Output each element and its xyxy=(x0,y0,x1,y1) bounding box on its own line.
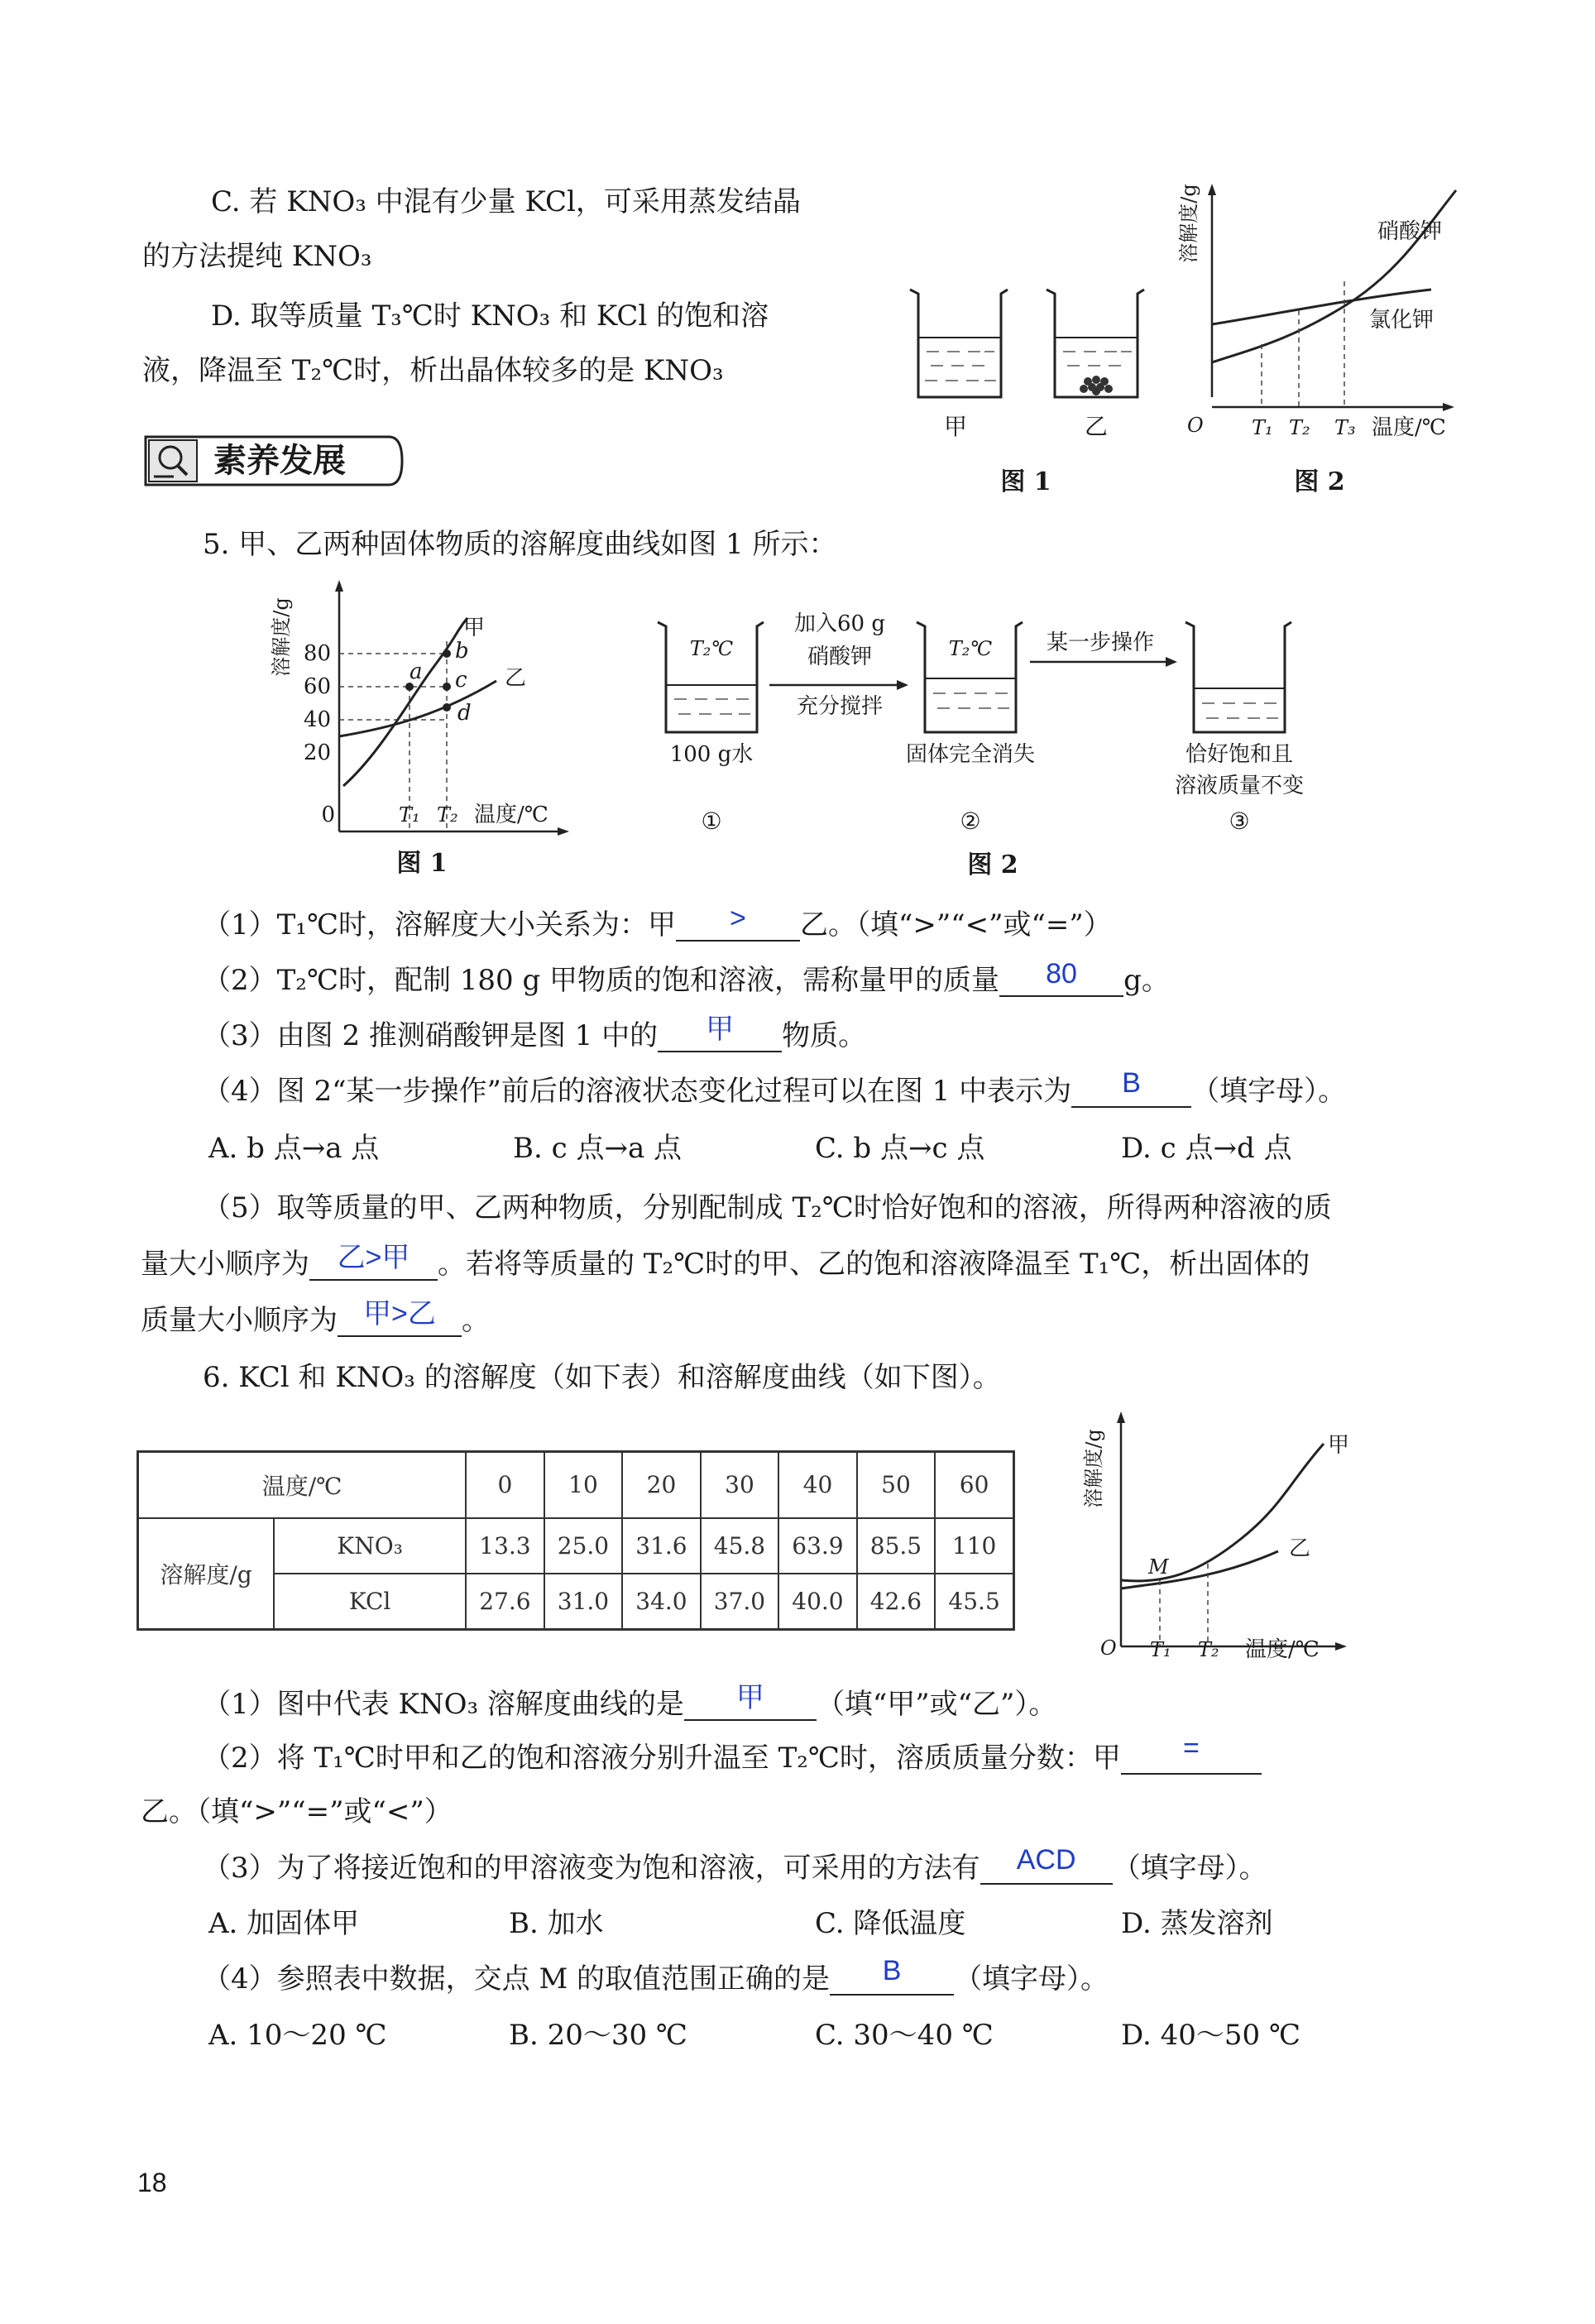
q5-fig1-xlabel: 温度/℃ xyxy=(474,803,548,827)
kno3-label: KNO₃ xyxy=(274,1518,466,1574)
temp-cell: 60 xyxy=(935,1452,1013,1518)
q6-p3-option-a: A. 加固体甲 xyxy=(208,1907,360,1940)
figure1-caption: 图 1 xyxy=(1000,467,1051,496)
q5-fig1-caption: 图 1 xyxy=(396,849,448,878)
kno3-cell: 13.3 xyxy=(466,1518,544,1574)
curve2-label: 氯化钾 xyxy=(1369,308,1435,333)
t2-label: T₂ xyxy=(437,803,458,827)
beaker-1 xyxy=(658,622,764,732)
q5-part2: （2）T₂℃时，配制 180 g 甲物质的饱和溶液，需称量甲的质量 80 g。 xyxy=(203,958,1170,997)
kcl-cell: 45.5 xyxy=(935,1574,1013,1630)
q6-stem: 6. KCl 和 KNO₃ 的溶解度（如下表）和溶解度曲线（如下图）。 xyxy=(203,1361,1001,1394)
q5-p5-blank1[interactable]: 乙>甲 xyxy=(309,1249,438,1281)
q5-p4-option-a: A. b 点→a 点 xyxy=(208,1132,380,1165)
kcl-cell: 40.0 xyxy=(778,1574,857,1630)
q5-p4-blank[interactable]: B xyxy=(1071,1076,1191,1108)
q5-part4: （4）图 2“某一步操作”前后的溶液状态变化过程可以在图 1 中表示为 B （填字母）。 xyxy=(203,1067,1347,1108)
row-group-label: 溶解度/g xyxy=(138,1518,275,1630)
pt-a-label: a xyxy=(410,659,423,684)
t1-label: T₁ xyxy=(1252,416,1273,439)
section-title: 素养发展 xyxy=(213,441,346,480)
beaker-3 xyxy=(1185,622,1291,732)
point-m-label: M xyxy=(1148,1555,1169,1579)
q6-p3-option-c: C. 降低温度 xyxy=(815,1907,966,1940)
q6-xlabel: 温度/℃ xyxy=(1245,1637,1320,1662)
temp-cell: 20 xyxy=(622,1452,701,1518)
curve-jia-label: 甲 xyxy=(1328,1433,1350,1458)
q6-p2-blank[interactable]: = xyxy=(1121,1743,1262,1775)
q6-solubility-chart xyxy=(1075,1406,1357,1671)
q5-p3-blank[interactable]: 甲 xyxy=(658,1021,782,1052)
q6-ylabel: 溶解度/g xyxy=(1082,1429,1105,1508)
q4-option-d-line2: 液，降温至 T₂℃时，析出晶体较多的是 KNO₃ xyxy=(142,354,724,387)
kcl-cell: 37.0 xyxy=(701,1574,779,1630)
temp-cell: 0 xyxy=(466,1452,544,1518)
q4-option-d-line1: D. 取等质量 T₃℃时 KNO₃ 和 KCl 的饱和溶 xyxy=(211,299,769,333)
q5-p4-option-d: D. c 点→d 点 xyxy=(1121,1132,1292,1165)
q5-figure2-process xyxy=(654,596,1357,889)
q5-p4-option-b: B. c 点→a 点 xyxy=(513,1132,683,1165)
q6-p4-option-a: A. 10～20 ℃ xyxy=(208,2019,387,2052)
fig2-ylabel: 溶解度/g xyxy=(1177,184,1200,263)
t2-label: T₂ xyxy=(1198,1638,1219,1661)
kno3-cell: 25.0 xyxy=(544,1518,623,1574)
ytick-20: 20 xyxy=(303,740,331,765)
q6-part4: （4）参照表中数据，交点 M 的取值范围正确的是 B （填字母）。 xyxy=(203,1955,1109,1996)
curve-yi xyxy=(1121,1551,1278,1588)
beaker3-label2: 溶液质量不变 xyxy=(1174,774,1305,798)
kno3-cell: 63.9 xyxy=(778,1518,857,1574)
q4-figure1-beakers xyxy=(902,273,1166,505)
kno3-cell: 85.5 xyxy=(857,1518,936,1574)
q6-p4-option-d: D. 40～50 ℃ xyxy=(1121,2019,1301,2052)
step-num-3: ③ xyxy=(1229,807,1250,835)
point-c xyxy=(443,683,451,691)
beaker3-label1: 恰好饱和且 xyxy=(1185,742,1294,767)
arrow1-bottom: 充分搅拌 xyxy=(796,694,884,719)
beaker-jia xyxy=(910,290,1008,397)
kcl-cell: 27.6 xyxy=(466,1574,544,1630)
t2-label: T₂ xyxy=(1289,416,1310,439)
curve-jia xyxy=(343,618,467,786)
point-d xyxy=(443,703,451,712)
origin-label: O xyxy=(1100,1636,1117,1660)
arrow2-top: 某一步操作 xyxy=(1046,630,1155,655)
kcl-label: KCl xyxy=(274,1574,466,1630)
q6-part2-line2: 乙。（填“>”“=”或“<”） xyxy=(141,1795,453,1828)
fig2-xlabel: 温度/℃ xyxy=(1372,415,1446,440)
label-jia: 甲 xyxy=(943,413,968,440)
curve1-label: 硝酸钾 xyxy=(1377,219,1443,244)
figure2-caption: 图 2 xyxy=(1294,467,1345,496)
arrow1-top1: 加入60 g xyxy=(794,611,885,636)
q5-part3: （3）由图 2 推测硝酸钾是图 1 中的 甲 物质。 xyxy=(203,1013,867,1052)
q4-option-c-line2: 的方法提纯 KNO₃ xyxy=(142,240,372,273)
q6-p1-blank[interactable]: 甲 xyxy=(684,1689,817,1721)
q6-p3-blank[interactable]: ACD xyxy=(980,1853,1113,1885)
crystals xyxy=(1080,376,1113,395)
ytick-60: 60 xyxy=(303,674,331,699)
origin-0: 0 xyxy=(321,803,335,827)
t1-label: T₁ xyxy=(399,803,420,827)
q6-part3: （3）为了将接近饱和的甲溶液变为饱和溶液，可采用的方法有 ACD （填字母）。 xyxy=(203,1844,1267,1885)
q5-p5-blank2[interactable]: 甲>乙 xyxy=(338,1306,462,1337)
pt-b-label: b xyxy=(455,639,469,664)
t1-label: T₁ xyxy=(1150,1638,1171,1661)
kno3-cell: 110 xyxy=(935,1518,1013,1574)
q5-part5-line1: （5）取等质量的甲、乙两种物质，分别配制成 T₂℃时恰好饱和的溶液，所得两种溶液的质 xyxy=(203,1191,1332,1224)
beaker1-temp: T₂℃ xyxy=(689,637,734,660)
curve-yi-label: 乙 xyxy=(1289,1536,1311,1561)
section-header xyxy=(141,430,405,491)
curve-kno3 xyxy=(1212,190,1456,362)
step-num-2: ② xyxy=(960,807,981,835)
ytick-40: 40 xyxy=(303,707,331,732)
q6-p4-option-b: B. 20～30 ℃ xyxy=(509,2019,687,2052)
q5-part5-line3: 质量大小顺序为 甲>乙 。 xyxy=(141,1298,490,1337)
q6-part1: （1）图中代表 KNO₃ 溶解度曲线的是 甲 （填“甲”或“乙”）。 xyxy=(203,1682,1057,1721)
table-row-header xyxy=(138,1452,1014,1518)
beaker-2 xyxy=(917,622,1023,732)
step-num-1: ① xyxy=(701,807,722,835)
solubility-table xyxy=(137,1450,1015,1631)
q6-p4-option-c: C. 30～40 ℃ xyxy=(815,2019,994,2052)
q4-option-c-line1: C. 若 KNO₃ 中混有少量 KCl，可采用蒸发结晶 xyxy=(211,185,801,218)
q5-fig2-caption: 图 2 xyxy=(967,851,1018,879)
origin-label: O xyxy=(1187,414,1204,437)
kno3-cell: 45.8 xyxy=(701,1518,779,1574)
kcl-cell: 34.0 xyxy=(622,1574,701,1630)
arrow1-top2: 硝酸钾 xyxy=(807,644,873,669)
beaker1-label: 100 g水 xyxy=(669,742,754,767)
kcl-cell: 31.0 xyxy=(544,1574,623,1630)
q5-part1: （1）T₁℃时，溶解度大小关系为：甲 > 乙。（填“>”“<”或“=”） xyxy=(203,903,1112,942)
q5-figure1-chart xyxy=(265,575,579,889)
beaker-yi xyxy=(1047,290,1144,397)
temp-cell: 40 xyxy=(778,1452,857,1518)
kno3-cell: 31.6 xyxy=(622,1518,701,1574)
curve-jia-label: 甲 xyxy=(463,616,486,640)
pt-c-label: c xyxy=(455,668,467,692)
q6-p4-blank[interactable]: B xyxy=(830,1964,954,1996)
q5-part5-line2: 量大小顺序为 乙>甲 。若将等质量的 T₂℃时的甲、乙的饱和溶液降温至 T₁℃，析出固体的 xyxy=(141,1242,1310,1281)
label-yi: 乙 xyxy=(1084,413,1109,440)
t3-label: T₃ xyxy=(1334,416,1356,439)
temp-cell: 10 xyxy=(544,1452,623,1518)
beaker2-temp: T₂℃ xyxy=(948,637,993,660)
pt-d-label: d xyxy=(457,701,472,726)
kcl-cell: 42.6 xyxy=(857,1574,936,1630)
q6-part2: （2）将 T₁℃时甲和乙的饱和溶液分别升温至 T₂℃时，溶质质量分数：甲 = xyxy=(203,1742,1262,1775)
curve-yi-label: 乙 xyxy=(505,666,527,691)
point-b xyxy=(443,649,451,658)
temp-cell: 30 xyxy=(701,1452,779,1518)
q5-p4-option-c: C. b 点→c 点 xyxy=(815,1132,985,1165)
table-row-kno3 xyxy=(138,1518,1014,1574)
q5-stem: 5. 甲、乙两种固体物质的溶解度曲线如图 1 所示： xyxy=(203,528,837,561)
q5-p2-blank[interactable]: 80 xyxy=(999,966,1123,997)
q6-p3-option-d: D. 蒸发溶剂 xyxy=(1121,1907,1273,1940)
q4-figure2-chart xyxy=(1175,182,1473,505)
temp-cell: 50 xyxy=(857,1452,936,1518)
beaker2-label: 固体完全消失 xyxy=(905,742,1036,767)
header-temp: 温度/℃ xyxy=(138,1452,467,1518)
q5-fig1-ylabel: 溶解度/g xyxy=(270,597,293,677)
ytick-80: 80 xyxy=(303,641,331,666)
page-number: 18 xyxy=(137,2168,167,2197)
q6-p3-option-b: B. 加水 xyxy=(509,1907,604,1940)
q5-p1-blank[interactable]: > xyxy=(676,910,800,942)
